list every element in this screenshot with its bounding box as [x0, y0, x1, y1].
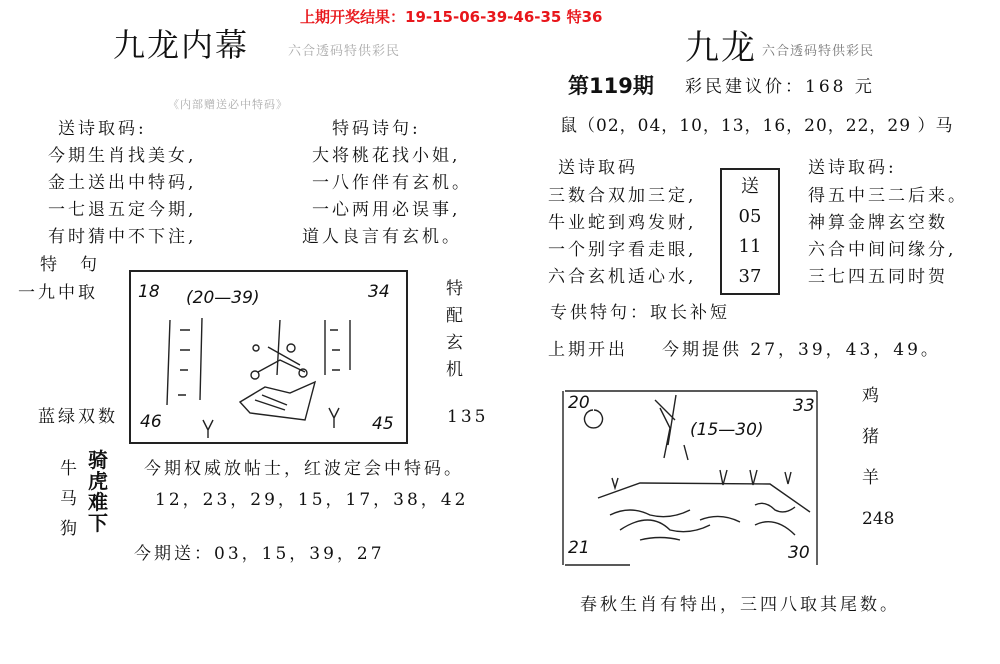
poem-line: 得五中三二后来。 — [808, 186, 968, 206]
picture-number-bottom-right: 45 — [372, 414, 394, 434]
picture-number-top-right: 34 — [368, 282, 390, 302]
tip-numbers: 12，23，29，15，17，38，42 — [155, 490, 469, 510]
poem-line: 有时猜中不下注, — [48, 227, 197, 247]
poem-line: 牛业蛇到鸡发财, — [548, 213, 697, 233]
left-subtitle: 六合透码特供彩民 — [288, 44, 401, 59]
idiom-vertical — [88, 450, 108, 534]
last-label: 上期开出 — [548, 340, 628, 360]
right-side-number: 248 — [862, 509, 895, 529]
poem-line: 六合玄机适心水, — [548, 267, 697, 287]
send-box — [720, 168, 780, 295]
picture2-number-top-right: 33 — [793, 396, 815, 416]
send-label: 送 — [741, 176, 759, 197]
special-phrase: 专供特句：取长补短 — [550, 303, 730, 323]
poem-line: 大将桃花找小姐, — [312, 146, 461, 166]
price: 彩民建议价：168 元 — [685, 77, 875, 97]
poem-line: 三数合双加三定, — [548, 186, 697, 206]
footer-poem: 春秋生肖有特出，三四八取其尾数。 — [580, 595, 900, 615]
poem-line: 一八作伴有玄机。 — [312, 173, 472, 193]
special-hint: 一九中取 — [18, 283, 98, 303]
animal: 猪 — [862, 427, 879, 447]
idiom-char: 虎 — [88, 469, 108, 493]
zodiac-numbers: 鼠（02，04，10，13，16，20，22，29 ）马 — [560, 116, 954, 136]
side-char: 机 — [446, 360, 463, 380]
left-title: 九龙内幕 — [113, 26, 250, 64]
right-poem1-lines — [548, 183, 696, 291]
picture2-number-top-left: 20 — [568, 393, 590, 413]
poem-line: 金土送出中特码, — [48, 173, 197, 193]
animal: 鸡 — [862, 386, 879, 406]
poem-line: 三七四五同时贺 — [808, 267, 948, 287]
idiom-char: 难 — [88, 490, 108, 514]
send-number: 11 — [738, 236, 762, 257]
color-hint: 蓝绿双数 — [38, 407, 118, 427]
send-numbers: 今期送：03，15，39，27 — [134, 544, 385, 564]
picture-number-bottom-left: 46 — [140, 412, 162, 432]
animal-list — [60, 454, 77, 544]
left-tagline: 《内部赠送必中特码》 — [168, 98, 288, 111]
last-result-banner: 上期开奖结果：19-15-06-39-46-35 特36 — [300, 8, 603, 26]
poem-line: 今期生肖找美女, — [48, 146, 197, 166]
right-poem1-heading: 送诗取码 — [558, 158, 638, 178]
poem-line: 一七退五定今期, — [48, 200, 197, 220]
picture2-number-bottom-right: 30 — [788, 543, 810, 563]
side-char: 特 — [446, 279, 463, 299]
poem-line: 六合中间问缘分, — [808, 240, 957, 260]
poem-line: 一心两用必误事, — [312, 200, 461, 220]
animal: 马 — [60, 489, 77, 509]
side-char: 玄 — [446, 333, 463, 353]
right-poem2-lines — [808, 183, 968, 291]
side-vertical-text — [446, 276, 466, 384]
poem1-heading: 送诗取码: — [58, 119, 147, 139]
right-subtitle: 六合透码特供彩民 — [762, 44, 875, 59]
picture2-number-bottom-left: 21 — [568, 538, 590, 558]
send-number: 37 — [738, 266, 762, 287]
poem-line: 一个别字看走眼, — [548, 240, 697, 260]
tip-text: 今期权威放帖士，红波定会中特码。 — [144, 459, 464, 479]
animal: 羊 — [862, 468, 879, 488]
right-poem2-heading: 送诗取码: — [808, 158, 897, 178]
side-char: 配 — [446, 306, 463, 326]
animal: 牛 — [60, 459, 77, 479]
idiom-char: 骑 — [88, 448, 108, 472]
poem2-heading: 特码诗句: — [332, 119, 421, 139]
animal: 狗 — [60, 519, 77, 539]
poem-line: 道人良言有玄机。 — [302, 227, 462, 247]
picture-number-top-left: 18 — [138, 282, 160, 302]
right-title: 九龙 — [685, 28, 757, 68]
issue-number: 第119期 — [568, 74, 654, 98]
poem-line: 神算金牌玄空数 — [808, 213, 948, 233]
provide-numbers: 今期提供 27，39，43，49。 — [662, 340, 941, 360]
idiom-char: 下 — [88, 511, 108, 535]
special-label: 特 句 — [40, 255, 100, 275]
left-side-number: 135 — [447, 407, 489, 427]
side-animals — [862, 376, 894, 540]
picture-range: (20—39) — [186, 288, 260, 308]
send-number: 05 — [738, 206, 762, 227]
picture2-range: (15—30) — [690, 420, 764, 440]
